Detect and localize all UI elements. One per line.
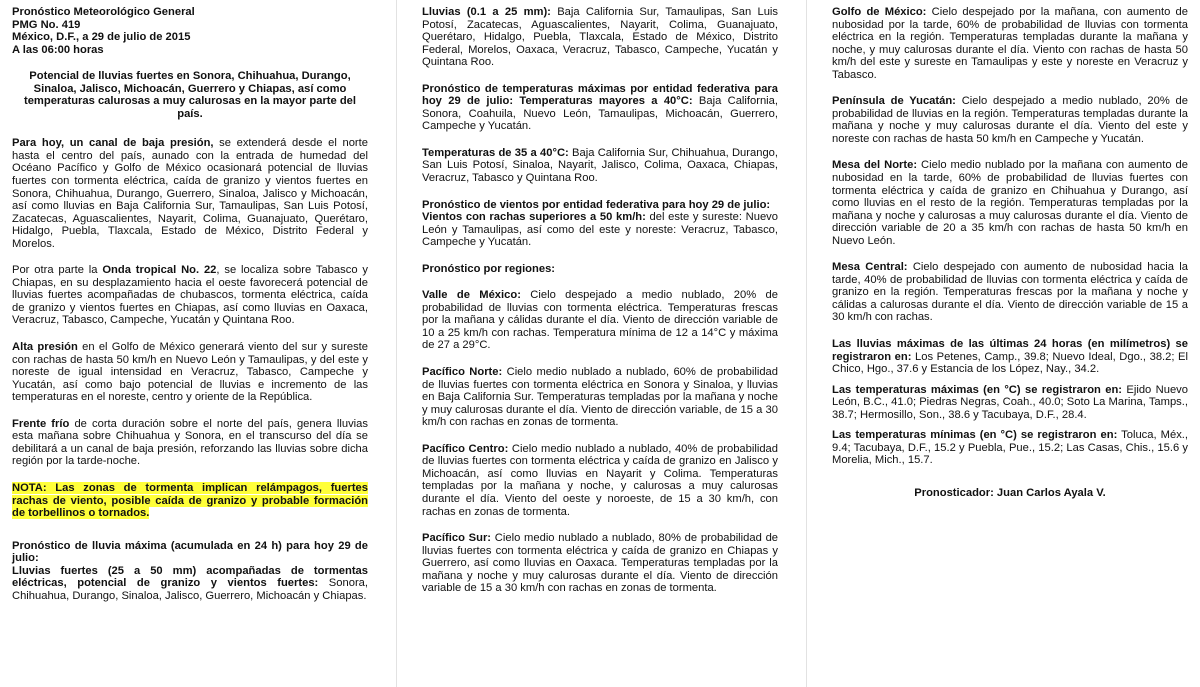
- headline: Potencial de lluvias fuertes en Sonora, Chihuahua, Durango, Sinaloa, Jalisco, Michoacán, Guerrero y Chiapas, así como temperaturas calurosas a muy calurosas en la mayor parte del país.: [23, 70, 357, 120]
- paragraph-text: Cielo medio nublado a nublado, 40% de probabilidad de lluvias fuertes con tormenta eléctrica y caída de granizo en Jalisco y Michoacán, así como lluvias en Nayarit y Colima. Temperaturas templadas por la mañana y noche, y calurosas a muy calurosas durante el día. Viento del oeste y noroeste, de 15 a 30 km/h, con rachas en zonas de tormenta.: [422, 442, 778, 518]
- column-divider-2: [806, 0, 807, 687]
- header-number: PMG No. 419: [12, 18, 81, 31]
- paragraph-text: Cielo medio nublado a nublado, 60% de probabilidad de lluvias fuertes con tormenta eléctrica en Sonora y Sinaloa, y lluvias en Baja California Sur. Temperaturas templadas por la mañana y noche y muy calurosas durante el día. Viento de dirección variable, de 15 a 30 km/h con rachas en zonas de tormenta.: [422, 366, 779, 429]
- rain-light: [422, 6, 778, 69]
- region-mesa-del-norte: [832, 159, 1188, 247]
- header-time: A las 06:00 horas: [12, 43, 104, 56]
- paragraph-text: , se localiza sobre Tabasco y Chiapas, en su desplazamiento hacia el oeste favorecerá potencial de lluvias fuertes acompañadas de chubascos, tormenta eléctrica, caída de granizo y vientos fuertes en Chiapas, así como lluvias en Oaxaca, Veracruz, Tabasco, Campeche, Yucatán y Quintana Roo.: [12, 264, 368, 327]
- wind-forecast: [422, 211, 778, 249]
- bold-lead: Temperaturas de 35 a 40°C:: [422, 146, 569, 159]
- region-pacifico-sur: [422, 532, 778, 595]
- paragraph-text: Sonora, Chihuahua, Durango, Sinaloa, Jalisco, Guerrero, Michoacán y Chiapas.: [12, 577, 368, 602]
- document-header: [12, 6, 368, 56]
- bold-lead: Pacífico Norte:: [422, 366, 503, 379]
- bold-lead: Las temperaturas mínimas (en °C) se registraron en:: [832, 429, 1118, 442]
- max-temps-recorded: [832, 384, 1188, 422]
- region-mesa-central: [832, 261, 1188, 324]
- bold-lead: Vientos con rachas superiores a 50 km/h:: [422, 211, 646, 224]
- bold-lead: Lluvias (0.1 a 25 mm):: [422, 6, 551, 18]
- note-storm-zones: [12, 482, 368, 520]
- bold-lead: Mesa Central:: [832, 261, 908, 274]
- paragraph-text: Baja California, Sonora, Coahuila, Nuevo León, Tamaulipas, Michoacán, Guerrero, Campeche y Yucatán.: [422, 95, 778, 133]
- paragraph-text: Cielo despejado por la mañana, con aumento de nubosidad por la tarde, 60% de probabilidad de lluvias con tormenta eléctrica en la región. Temperaturas templadas durante la mañana y noche, y muy calurosas durante el día. Viento con rachas de hasta 50 km/h del este y sureste en Tamaulipas y este y noreste en Veracruz y Tabasco.: [832, 6, 1188, 81]
- header-title: Pronóstico Meteorológico General: [12, 6, 195, 18]
- paragraph-text: en el Golfo de México generará viento del sur y sureste con rachas de hasta 50 km/h en Nuevo León y Tamaulipas, y del este y noreste de igual intensidad en Veracruz, Tabasco, Campeche y Yucatán, así como bajo potencial de lluvias e incremento de las temperaturas en el noreste, centro y oriente de la República.: [12, 341, 368, 404]
- bold-lead: Valle de México:: [422, 289, 521, 302]
- paragraph-text: Ejido Nuevo León, B.C., 41.0; Piedras Negras, Coah., 40.0; Soto La Marina, Tamps., 38.7; Hermosillo, Son., 38.6 y Tacubaya, D.F., 28.4.: [832, 383, 1188, 421]
- paragraph-text: del este y sureste: Nuevo León y Tamaulipas, así como del este y noreste: Veracruz, Tabasco, Campeche y Yucatán.: [422, 211, 778, 249]
- wind-forecast-title: Pronóstico de vientos por entidad federativa para hoy 29 de julio:: [422, 198, 771, 211]
- temp-max-forecast: [422, 83, 778, 133]
- bold-lead: Lluvias fuertes (25 a 50 mm) acompañadas de tormentas eléctricas, potencial de granizo y vientos fuertes:: [12, 564, 368, 590]
- paragraph-canal-baja-presion: [12, 137, 368, 250]
- paragraph-text: de corta duración sobre el norte del país, genera lluvias esta mañana sobre Chihuahua y Sonora, en el transcurso del día se debilitará a un canal de baja presión, reforzando las lluvias sobre dicha región por la tarde-noche.: [12, 417, 368, 468]
- region-peninsula-yucatan: [832, 95, 1188, 145]
- note-highlight: NOTA: Las zonas de tormenta implican relámpagos, fuertes rachas de viento, posible caída de granizo y probable formación de torbellinos o tornados.: [12, 481, 368, 520]
- column-2: [422, 6, 778, 595]
- paragraph-text: Cielo despejado con aumento de nubosidad hacia la tarde, 40% de probabilidad de lluvias con tormenta eléctrica y caída de granizo en la región. Temperaturas frescas por la mañana y noche y cálidas a calurosas durante el día. Viento de dirección variable de 15 a 30 km/h con rachas.: [832, 261, 1188, 324]
- rain-forecast-title: Pronóstico de lluvia máxima (acumulada en 24 h) para hoy 29 de julio:: [12, 539, 368, 565]
- bold-lead: Pacífico Sur:: [422, 532, 492, 545]
- column-3: [832, 6, 1188, 500]
- bold-lead: Frente frío: [12, 417, 70, 430]
- bold-lead: Pacífico Centro:: [422, 442, 509, 455]
- paragraph-text: Baja California Sur, Tamaulipas, San Luis Potosí, Zacatecas, Aguascalientes, Nayarit, Colima, Guanajuato, Querétaro, Hidalgo, Puebla, Tlaxcala, Estado de México, Distrito Federal, Morelos, Oaxaca, Veracruz, Tabasco, Campeche, Yucatán y Quintana Roo.: [422, 6, 778, 69]
- paragraph-text: Cielo despejado a medio nublado, 20% de probabilidad de lluvias con tormenta eléctrica. Temperaturas frescas por la mañana y cálidas durante el día. Viento de dirección variable de 10 a 25 km/h con rachas. Temperatura mínima de 12 a 14°C y máxima de 27 a 29°C.: [422, 289, 779, 352]
- column-1: [12, 6, 368, 602]
- bold-lead: Golfo de México:: [832, 6, 927, 18]
- header-date: México, D.F., a 29 de julio de 2015: [12, 31, 191, 44]
- paragraph-onda-tropical: [12, 264, 368, 327]
- bold-lead: Las temperaturas máximas (en °C) se registraron en:: [832, 383, 1123, 396]
- region-pacifico-norte: [422, 366, 778, 429]
- paragraph-text: se extenderá desde el norte hasta el centro del país, aunado con la entrada de humedad del Océano Pacífico y Golfo de México ocasionará potencial de lluvias fuertes con tormenta eléctrica, caída de granizo y vientos fuertes en Sonora, Chihuahua, Durango, Guerrero, Sinaloa, Jalisco y Michoacán, así como lluvias en Baja California Sur, Tamaulipas, San Luis Potosí, Zacatecas, Aguascalientes, Nayarit, Colima, Guanajuato, Querétaro, Hidalgo, Puebla, Tlaxcala, Estado de México, Distrito Federal y Morelos.: [12, 137, 368, 250]
- min-temps-recorded: [832, 429, 1188, 467]
- paragraph-text: Los Petenes, Camp., 39.8; Nuevo Ideal, Dgo., 38.2; El Chico, Hgo., 37.6 y Estancia de los López, Nay., 34.2.: [832, 350, 1189, 376]
- rain-heavy: [12, 565, 368, 603]
- max-rain-last-24h: [832, 338, 1188, 376]
- region-valle-de-mexico: [422, 289, 778, 352]
- region-pacifico-centro: [422, 443, 778, 518]
- regions-title: Pronóstico por regiones:: [422, 262, 556, 275]
- paragraph-frente-frio: [12, 418, 368, 468]
- paragraph-text: Cielo medio nublado a nublado, 80% de probabilidad de lluvias fuertes con tormenta eléctrica y caída de granizo en Chiapas y Guerrero, así como lluvias en Oaxaca. Temperaturas templadas por la mañana y noche y muy calurosas durante el día. Viento de dirección variable de 15 a 30 km/h con rachas en zonas de tormenta.: [422, 532, 779, 595]
- bold-lead: Alta presión: [12, 341, 78, 354]
- paragraph-text: Toluca, Méx., 9.4; Tacubaya, D.F., 15.2 y Puebla, Pue., 15.2; Las Casas, Chis., 15.6 y Morelia, Mich., 15.7.: [832, 429, 1189, 467]
- bold-lead: Onda tropical No. 22: [102, 264, 217, 277]
- paragraph-pre: Por otra parte la: [12, 264, 103, 277]
- forecaster-signature: Pronosticador: Juan Carlos Ayala V.: [914, 486, 1106, 499]
- paragraph-alta-presion: [12, 341, 368, 404]
- bold-lead: Para hoy, un canal de baja presión,: [12, 137, 214, 150]
- column-divider-1: [396, 0, 397, 687]
- bold-lead: Pronóstico de temperaturas máximas por entidad federativa para hoy 29 de julio: Temperaturas mayores a 40°C:: [422, 82, 778, 108]
- region-golfo-de-mexico: [832, 6, 1188, 81]
- paragraph-text: Cielo medio nublado por la mañana con aumento de nubosidad en la tarde, 60% de probabilidad de lluvias fuertes con tormenta eléctrica y caída de granizo en Chihuahua y Durango, así como lluvias en el resto de la región. Temperaturas templadas por la mañana y noche y calurosas a muy calurosas durante el día. Viento de dirección variable de 20 a 35 km/h con rachas de hasta 50 km/h en Nuevo León.: [832, 159, 1188, 247]
- paragraph-text: Cielo despejado a medio nublado, 20% de probabilidad de lluvias en la región. Temperaturas templadas durante la mañana y noche y muy calurosas durante el día. Viento del este y noreste con rachas de hasta 50 km/h en Campeche y Yucatán.: [832, 95, 1188, 145]
- bold-lead: Península de Yucatán:: [832, 95, 956, 108]
- bold-lead: Las lluvias máximas de las últimas 24 horas (en milímetros) se registraron en:: [832, 338, 1188, 363]
- temp-35-40: [422, 147, 778, 185]
- paragraph-text: Baja California Sur, Chihuahua, Durango, San Luis Potosí, Sinaloa, Nayarit, Jalisco, Colima, Oaxaca, Chiapas, Veracruz, Tabasco y Quintana Roo.: [422, 146, 778, 185]
- bold-lead: Mesa del Norte:: [832, 159, 918, 172]
